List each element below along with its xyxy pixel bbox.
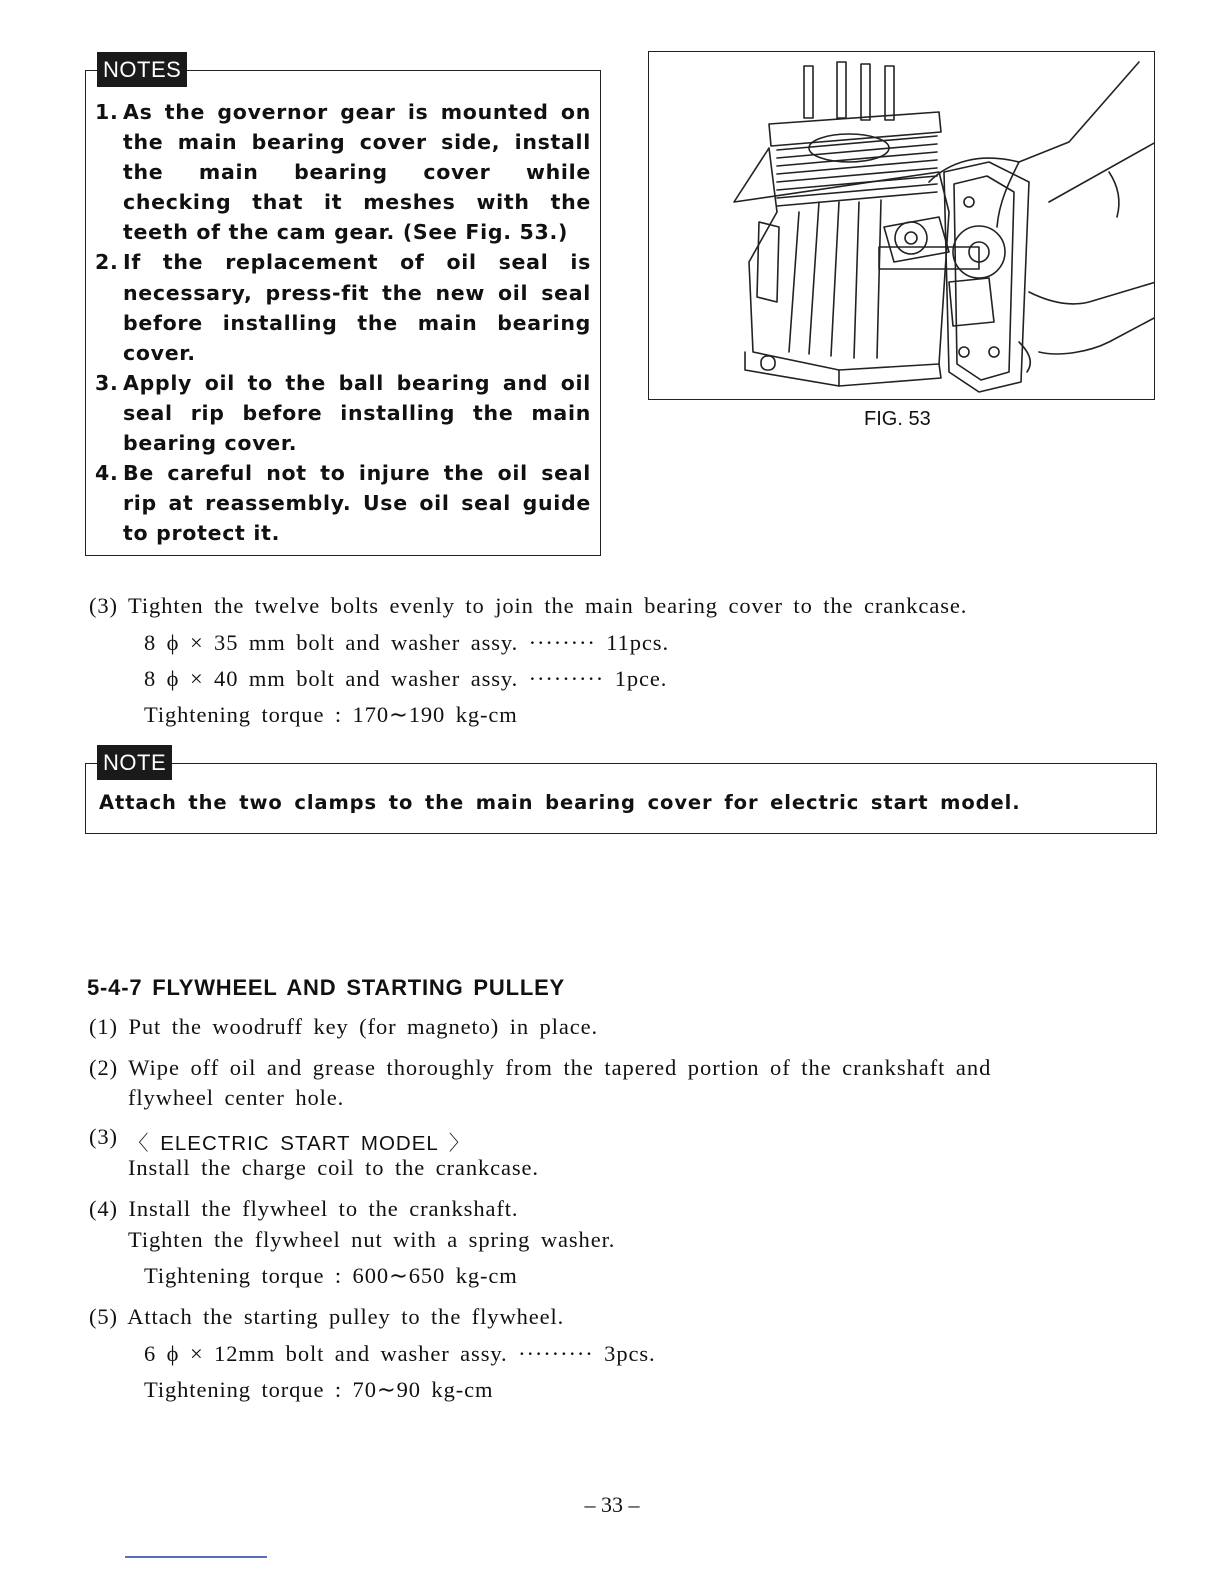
tightening-torque-flywheel: Tightening torque : 600∼650 kg-cm [144, 1263, 518, 1288]
step-2-text: (2) Wipe off oil and grease thoroughly from the tapered portion of the crankshaft and [89, 1055, 992, 1080]
step-5-text: (5) Attach the starting pulley to the flywheel. [89, 1304, 565, 1329]
note-text: Apply oil to the ball bearing and oil seal rip before installing the main bearing cover. [123, 370, 591, 456]
note-item-4 [95, 458, 591, 548]
note-text: If the replacement of oil seal is necessary, press-fit the new oil seal before installing the main bearing cover. [123, 250, 591, 365]
tightening-torque-cover: Tightening torque : 170∼190 kg-cm [144, 702, 518, 727]
electric-start-label: 〈 ELECTRIC START MODEL 〉 [128, 1132, 471, 1155]
step-3-instruction: Install the charge coil to the crankcase. [128, 1155, 539, 1180]
step-1-text: (1) Put the woodruff key (for magneto) in place. [89, 1014, 599, 1039]
step-3-number: (3) [89, 1124, 118, 1149]
stud [837, 62, 846, 118]
note-item-2 [95, 247, 591, 367]
notes-tag: NOTES [97, 52, 187, 87]
notes-list [95, 97, 591, 548]
engine-illustration [649, 52, 1155, 400]
figure-53-frame [648, 51, 1155, 400]
note-text: As the governor gear is mounted on the main bearing cover side, install the main bearing cover while checking that it meshes with the teeth of the cam gear. (See Fig. 53.) [123, 100, 591, 245]
note-number: 3. [95, 370, 119, 395]
note-text: Be careful not to injure the oil seal rip at reassembly. Use oil seal guide to protect it. [123, 461, 591, 546]
note-item-3 [95, 368, 591, 458]
step-3-text: (3) Tighten the twelve bolts evenly to join the main bearing cover to the crankcase. [89, 593, 968, 618]
note-text: Attach the two clamps to the main bearing cover for electric start model. [99, 791, 1021, 814]
note-item-1 [95, 97, 591, 247]
stud [804, 66, 813, 118]
step-4-text-cont: Tighten the flywheel nut with a spring washer. [128, 1227, 616, 1252]
bolt-spec-12mm: 6 ϕ × 12mm bolt and washer assy. ········· 3pcs. [144, 1341, 656, 1366]
step-2-text-cont: flywheel center hole. [128, 1085, 345, 1110]
bolt-spec-40mm: 8 ϕ × 40 mm bolt and washer assy. ········· 1pce. [144, 666, 668, 691]
figure-caption: FIG. 53 [864, 408, 931, 430]
stud [885, 66, 894, 120]
tightening-torque-pulley: Tightening torque : 70∼90 kg-cm [144, 1377, 494, 1402]
note-number: 1. [95, 100, 119, 124]
footer-divider [125, 1556, 267, 1558]
bolt-spec-35mm: 8 ϕ × 35 mm bolt and washer assy. ········ 11pcs. [144, 630, 669, 655]
step-4-text: (4) Install the flywheel to the crankshaft. [89, 1196, 519, 1221]
page-number: – 33 – [584, 1492, 640, 1517]
section-title: 5-4-7 FLYWHEEL AND STARTING PULLEY [87, 975, 566, 1000]
stud [861, 64, 870, 120]
note-number: 2. [95, 250, 119, 275]
note-tag: NOTE [97, 745, 172, 780]
note-number: 4. [95, 461, 119, 486]
